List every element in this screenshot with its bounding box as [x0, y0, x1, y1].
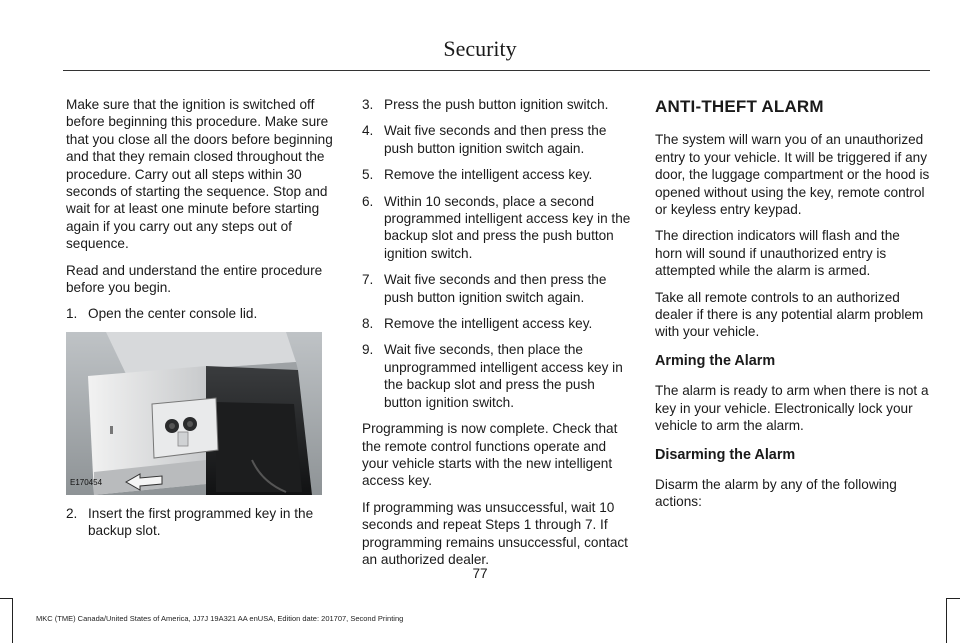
programming-complete-paragraph: Programming is now complete. Check that the remote control functions operate and your vehicle starts with the new intelligent access key.	[362, 421, 618, 489]
step-number: 7.	[362, 272, 374, 288]
figure-id-label: E170454	[70, 478, 103, 488]
column-1	[66, 96, 338, 549]
step-number: 8.	[362, 316, 374, 332]
step-number: 2.	[66, 505, 78, 521]
page-title: Security	[443, 36, 517, 61]
step-text: Remove the intelligent access key.	[384, 316, 593, 332]
console-illustration	[66, 332, 322, 495]
programming-failed-paragraph: If programming was unsuccessful, wait 10 seconds and repeat Steps 1 through 7. If programming remains unsuccessful, contact an authorized dealer.	[362, 499, 628, 567]
intro-paragraph: Make sure that the ignition is switched off before beginning this procedure. Make sure that you close all the doors before beginning and that they remain closed throughout the procedure. Carry out all steps within 30 seconds of starting the sequence. Stop and wait for at least one minute before starting again if you carry out any steps out of sequence.	[66, 97, 333, 252]
step-text: Open the center console lid.	[88, 306, 258, 322]
section-heading-anti-theft-alarm: ANTI-THEFT ALARM	[655, 97, 824, 116]
step-2	[66, 505, 338, 540]
alarm-indicators-paragraph: The direction indicators will flash and the horn will sound if unauthorized entry is attempted while the alarm is armed.	[655, 228, 900, 279]
step-1	[66, 305, 338, 322]
step-number: 3.	[362, 97, 374, 112]
column-2	[362, 96, 634, 577]
step-text: Wait five seconds and then press the push button ignition switch again.	[384, 123, 607, 156]
edition-footer: MKC (TME) Canada/United States of America, JJ7J 19A321 AA enUSA, Edition date: 201707, Second Printing	[36, 614, 404, 623]
step-6	[362, 193, 634, 263]
crop-mark-bottom-left	[12, 598, 13, 643]
crop-mark-bottom-left-horizontal	[0, 598, 12, 599]
step-text: Press the push button ignition switch.	[384, 97, 609, 112]
arming-paragraph: The alarm is ready to arm when there is not a key in your vehicle. Electronically lock your vehicle to arm the alarm.	[655, 383, 929, 434]
step-number: 4.	[362, 123, 374, 139]
step-text: Within 10 seconds, place a second programmed intelligent access key in the backup slot and press the push button ignition switch.	[384, 193, 631, 261]
step-3	[362, 96, 634, 113]
page-number: 77	[472, 566, 488, 581]
disarming-paragraph: Disarm the alarm by any of the following actions:	[655, 476, 897, 510]
crop-mark-bottom-right-horizontal	[946, 598, 960, 599]
step-8	[362, 315, 634, 332]
step-4	[362, 122, 634, 157]
step-number: 5.	[362, 167, 374, 183]
console-figure	[66, 332, 322, 495]
step-5	[362, 166, 634, 183]
step-number: 9.	[362, 342, 374, 358]
subheading-arming: Arming the Alarm	[655, 352, 776, 369]
alarm-dealer-paragraph: Take all remote controls to an authorized dealer if there is any potential alarm problem with your vehicle.	[655, 289, 924, 340]
step-text: Wait five seconds, then place the unprogrammed intelligent access key in the backup slot and press the push button ignition switch.	[384, 342, 623, 410]
header-rule	[63, 70, 930, 71]
read-procedure-paragraph: Read and understand the entire procedure before you begin.	[66, 262, 323, 296]
step-text: Insert the first programmed key in the backup slot.	[88, 505, 314, 539]
step-number: 1.	[66, 306, 78, 322]
crop-mark-bottom-right	[946, 598, 947, 643]
step-9	[362, 341, 634, 411]
column-3	[655, 96, 930, 520]
step-number: 6.	[362, 193, 374, 209]
step-7	[362, 271, 634, 306]
alarm-warning-paragraph: The system will warn you of an unauthorized entry to your vehicle. It will be triggered if any door, the luggage compartment or the hood is opened without using the key, remote control or keyless entry keypad.	[655, 132, 930, 218]
subheading-disarming: Disarming the Alarm	[655, 446, 796, 463]
step-text: Remove the intelligent access key.	[384, 167, 593, 183]
step-text: Wait five seconds and then press the push button ignition switch again.	[384, 272, 607, 305]
